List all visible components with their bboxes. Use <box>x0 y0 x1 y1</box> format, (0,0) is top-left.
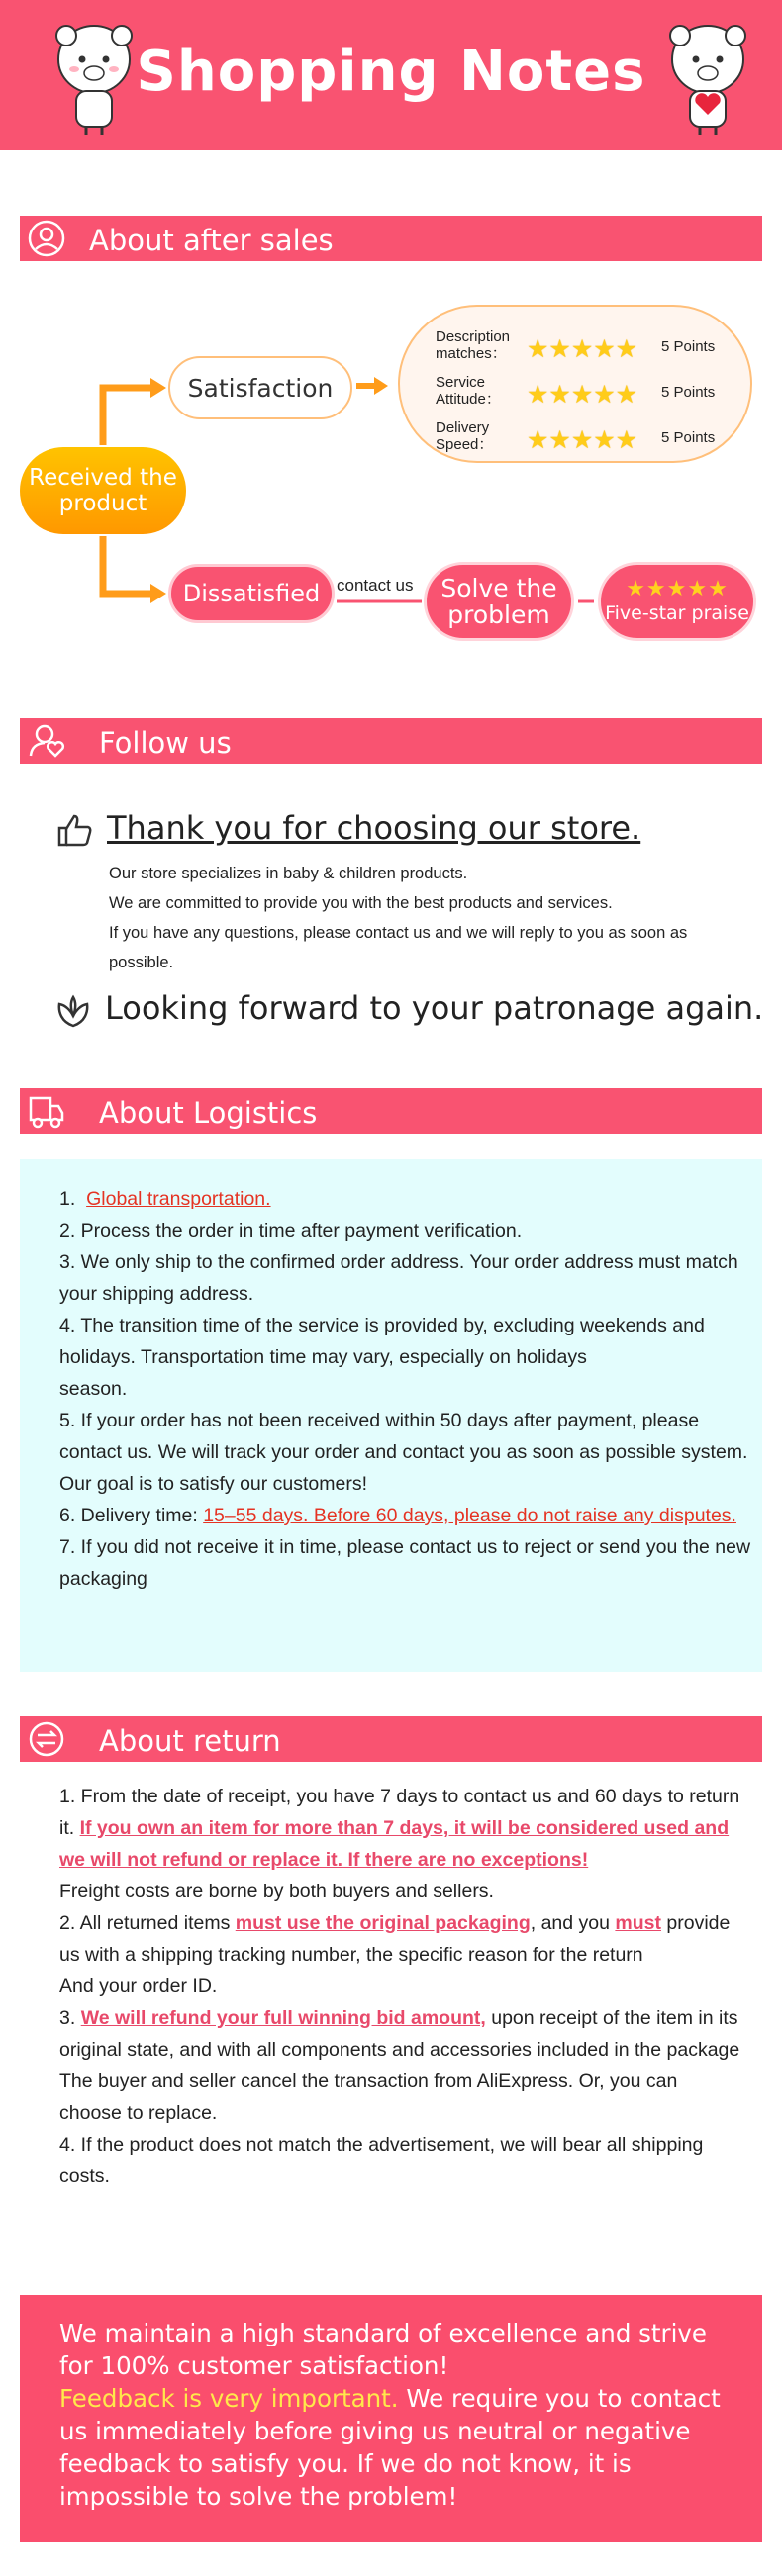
satisfaction-pill: Satisfaction <box>168 356 352 419</box>
store-intro <box>109 859 742 977</box>
list-item: 2. Process the order in time after payment verification. <box>59 1220 523 1242</box>
policy-text: 2. All returned items <box>59 1912 236 1934</box>
feedback-highlight: Feedback is very important. <box>59 2384 399 2413</box>
section-title: About after sales <box>89 224 334 257</box>
rating-row <box>436 374 733 414</box>
policy-text: provide us with a shipping tracking number, the specific reason for the return <box>59 1912 731 1966</box>
item-number: 1. <box>59 1188 76 1210</box>
delivery-truck-icon <box>28 1092 65 1130</box>
received-product-pill: Received the product <box>20 447 186 534</box>
praise-label: Five-star praise <box>605 602 749 624</box>
contact-us-label: contact us <box>337 576 414 595</box>
thanks-heading: Thank you for choosing our store. <box>107 809 641 847</box>
solve-problem-pill: Solve the problem <box>424 562 574 641</box>
rating-row <box>436 328 733 368</box>
page-title: Shopping Notes <box>136 40 646 104</box>
rating-points: 5 Points <box>661 338 716 355</box>
list-item: 5. If your order has not been received within 50 days after payment, please contact us. We will track your order and contact you as soon as possible system. Our goal is to satisfy our customers! <box>59 1410 748 1495</box>
highlight-text: If you own an item for more than 7 days, it will be considered used and we will not refund or replace it. If there are no exceptions! <box>59 1817 730 1871</box>
policy-text: 3. <box>59 2007 81 2029</box>
policy-item: 4. If the product does not match the advertisement, we will bear all shipping costs. <box>59 2134 704 2187</box>
policy-item: And your order ID. <box>59 1976 218 1997</box>
highlight-text: must use the original packaging <box>235 1912 531 1934</box>
policy-item <box>59 2002 742 2066</box>
praise-stars-icon: ★★★★★ <box>626 577 729 601</box>
feedback-line <box>59 2382 742 2513</box>
section-logistics <box>20 1088 762 1134</box>
thumbs-up-icon <box>55 811 95 851</box>
section-title: About return <box>99 1724 281 1758</box>
feedback-line: We maintain a high standard of excellence and strive for 100% customer satisfaction! <box>59 2319 707 2380</box>
after-sales-flow-diagram <box>0 287 782 663</box>
section-title: About Logistics <box>99 1096 318 1130</box>
five-star-praise-pill <box>598 562 756 641</box>
intro-line: If you have any questions, please contact us and we will reply to you as soon as possible. <box>109 924 688 971</box>
list-item: season. <box>59 1378 128 1400</box>
feedback-notice <box>20 2295 762 2542</box>
highlight-text: must <box>615 1912 661 1934</box>
rating-stars-icon: ★★★★★ <box>527 426 638 454</box>
rating-label: Delivery Speed： <box>436 419 494 453</box>
intro-line: Our store specializes in baby & children products. <box>109 865 468 882</box>
user-heart-icon <box>28 722 65 760</box>
logistics-info-box <box>20 1159 762 1672</box>
policy-item: The buyer and seller cancel the transaction from AliExpress. Or, you can choose to replace. <box>59 2070 678 2124</box>
policy-item <box>59 1781 742 1876</box>
rating-stars-icon: ★★★★★ <box>527 381 638 409</box>
rating-points: 5 Points <box>661 429 716 446</box>
rating-label: Description matches： <box>436 328 511 362</box>
section-title: Follow us <box>99 726 232 760</box>
customer-service-icon <box>28 220 65 257</box>
ratings-box <box>398 305 752 463</box>
section-follow-us <box>20 718 762 764</box>
policy-text: , and you <box>530 1912 616 1934</box>
rating-row <box>436 419 733 459</box>
patronage-heading: Looking forward to your patronage again. <box>105 989 764 1027</box>
intro-line: We are committed to provide you with the best products and services. <box>109 894 613 912</box>
policy-text: 1. From the date of receipt, you have 7 days to contact us and 60 days to return it. <box>59 1786 740 1839</box>
highlight-text: We will refund your full winning bid amount, <box>80 2007 486 2029</box>
logistics-list <box>59 1183 752 1595</box>
section-return <box>20 1716 762 1762</box>
list-item <box>59 1183 752 1215</box>
dissatisfied-pill: Dissatisfied <box>168 564 335 623</box>
return-policy <box>59 1781 742 2192</box>
highlight-text: 15–55 days. Before 60 days, please do not raise any disputes. <box>203 1505 736 1526</box>
policy-item: Freight costs are borne by both buyers and sellers. <box>59 1881 494 1902</box>
section-after-sales <box>20 216 762 261</box>
policy-text: upon receipt of the item in its original state, and with all components and accessories included in the package <box>59 2007 740 2061</box>
feedback-text <box>59 2317 742 2513</box>
list-item <box>59 1500 752 1531</box>
return-exchange-icon <box>28 1720 65 1758</box>
header-banner <box>0 0 782 150</box>
item-text: 6. Delivery time: <box>59 1505 204 1526</box>
policy-item <box>59 1907 742 1971</box>
list-item: 4. The transition time of the service is provided by, excluding weekends and holidays. Transportation time may vary, especially on holidays <box>59 1315 705 1368</box>
alpaca-heart-mascot-icon <box>658 18 757 137</box>
flower-icon <box>53 992 93 1032</box>
highlight-text: Global transportation. <box>86 1188 271 1210</box>
feedback-body: We require you to contact us immediately before giving us neutral or negative feedback to satisfy you. If we do not know, it is impossible to solve the problem! <box>59 2384 721 2511</box>
list-item: 7. If you did not receive it in time, please contact us to reject or send you the new packaging <box>59 1536 751 1590</box>
rating-label: Service Attitude： <box>436 374 501 408</box>
rating-stars-icon: ★★★★★ <box>527 335 638 363</box>
list-item: 3. We only ship to the confirmed order address. Your order address must match your shipping address. <box>59 1251 738 1305</box>
rating-points: 5 Points <box>661 384 716 401</box>
